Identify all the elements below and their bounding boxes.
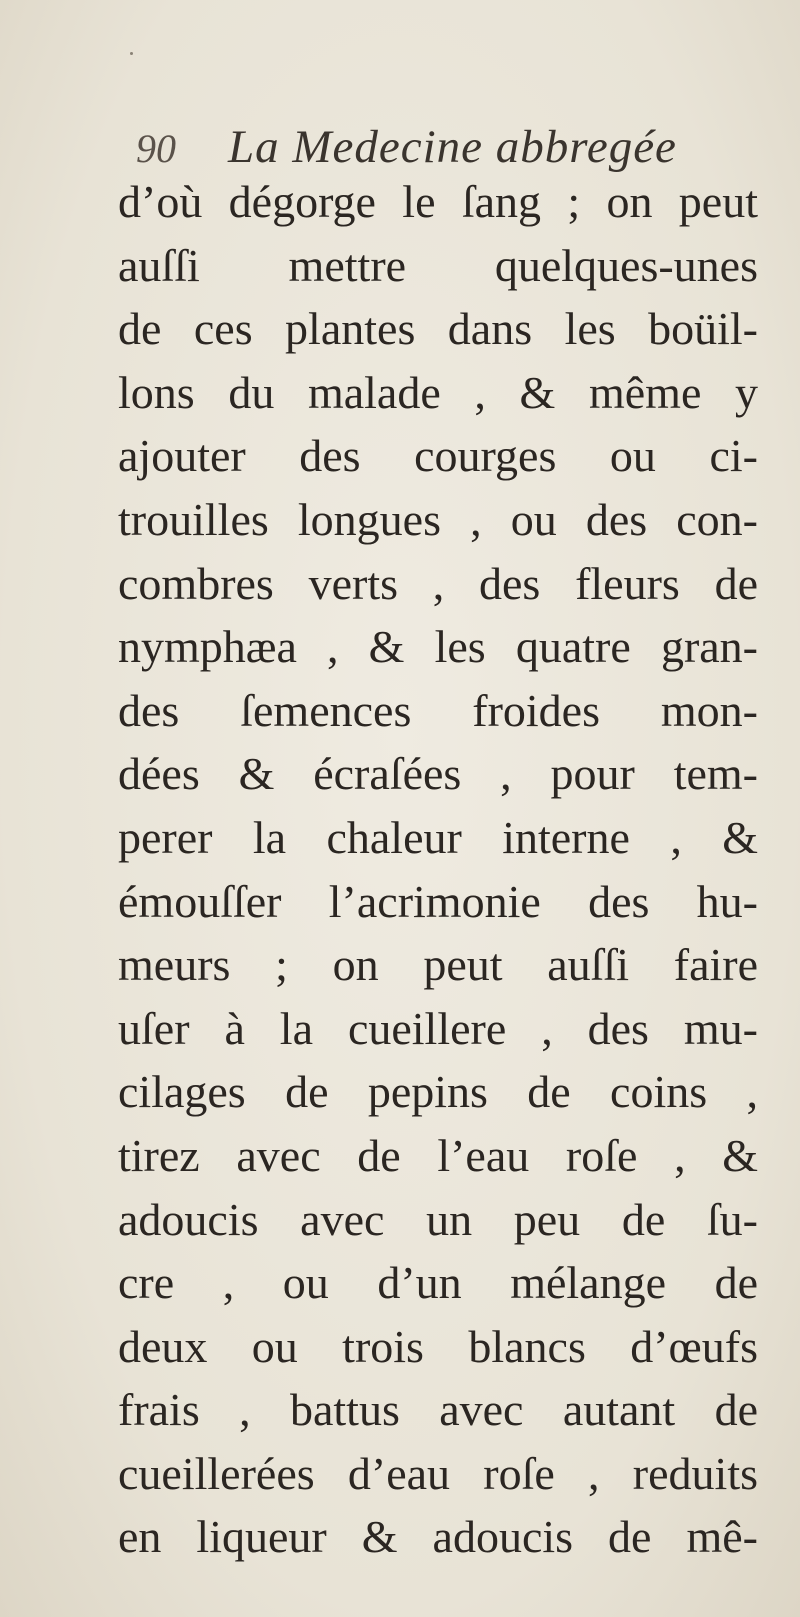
text-line: frais , battus avec autant de — [118, 1384, 758, 1436]
text-line: dées & écraſées , pour tem- — [118, 748, 758, 800]
running-title: La Medecine abbregée — [228, 121, 677, 173]
text-line: lons du malade , & même y — [118, 366, 758, 418]
text-line: perer la chaleur interne , & — [118, 811, 758, 863]
text-line: trouilles longues , ou des con- — [118, 493, 758, 545]
text-line: de ces plantes dans les boüil- — [118, 303, 758, 355]
text-line: ajouter des courges ou ci- — [118, 430, 758, 482]
text-line: des ſemences froides mon- — [118, 684, 758, 736]
text-line: auſſi mettre quelques-unes — [118, 239, 758, 291]
text-line: cueillerées d’eau roſe , reduits — [118, 1447, 758, 1499]
text-line: adoucis avec un peu de ſu- — [118, 1193, 758, 1245]
text-line: émouſſer l’acrimonie des hu- — [118, 875, 758, 927]
text-line: meurs ; on peut auſſi faire — [118, 939, 758, 991]
text-line: cilages de pepins de coins , — [118, 1066, 758, 1118]
text-line: uſer à la cueillere , des mu- — [118, 1002, 758, 1054]
text-line: en liqueur & adoucis de mê- — [118, 1511, 758, 1563]
text-line: combres verts , des fleurs de — [118, 557, 758, 609]
paper-speck — [130, 52, 133, 55]
text-line: deux ou trois blancs d’œufs — [118, 1320, 758, 1372]
page-number: 90 — [136, 126, 176, 171]
text-line: cre , ou d’un mélange de — [118, 1257, 758, 1309]
text-line: nymphæa , & les quatre gran- — [118, 621, 758, 673]
text-line: d’où dégorge le ſang ; on peut — [118, 176, 758, 227]
body-text — [118, 170, 758, 1569]
text-line: tirez avec de l’eau roſe , & — [118, 1129, 758, 1181]
